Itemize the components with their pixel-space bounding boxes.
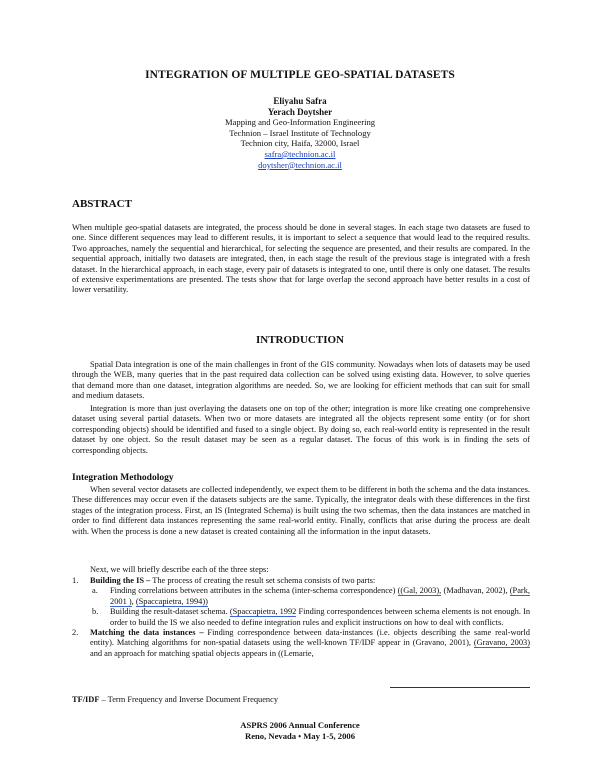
step-text: The process of creating the result set schema consists of two parts: [150, 576, 376, 585]
citation-link[interactable]: (Spaccapietra, 1994)) [135, 596, 208, 606]
substeps-list [90, 586, 530, 628]
conference-location [0, 731, 600, 743]
list-item [90, 607, 530, 628]
affiliation-address: Technion city, Haifa, 32000, Israel [240, 138, 360, 149]
footnote-rule [390, 687, 530, 688]
steps-list [72, 576, 530, 659]
conference-city: Reno, Nevada [245, 730, 299, 741]
introduction-heading: INTRODUCTION [255, 334, 344, 346]
conference-name: ASPRS 2006 Annual Conference [240, 720, 360, 730]
author-name-2: Yerach Doytsher [267, 106, 333, 117]
substep-letter: b. [92, 607, 99, 617]
steps-intro-text: Next, we will briefly describe each of the three steps: [90, 565, 269, 574]
conference-dates: May 1-5, 2006 [301, 730, 355, 741]
bullet-icon: • [298, 731, 302, 741]
methodology-paragraph: When several vector datasets are collected independently, we expect them to be different in both the schema and the data instances. These differences may occur even if the datasets subjects are the same. Typically, the integrator deals with these differences in the first stages of the integration process. First, an IS (Integrated Schema) is built using the two schemas, then the data instances are matched in order to find different data instances representing the same real-world entity. Finally, conflicts that arise during the process are dealt with. When the process is done a new dataset is created containing all the information in the input datasets. [72, 485, 530, 536]
footnote-term: TF/IDF [72, 695, 100, 704]
introduction-paragraph-1: Spatial Data integration is one of the main challenges in front of the GIS community. Nowadays when lots of datasets may be used through the WEB, many queries that in the past required data collection can be solved using existing data. However, to solve queries that demand more than one dataset, integration algorithms are needed. So, we are looking for efficient methods that can suit for small and medium datasets. [72, 360, 530, 401]
abstract-heading: ABSTRACT [72, 198, 132, 210]
step-number: 2. [72, 628, 79, 638]
methodology-heading: Integration Methodology [72, 473, 174, 483]
substep-text: Building the result-dataset schema. [110, 607, 230, 617]
step-text: Finding correspondence between data-instances (i.e. objects describing the same real-world entity). Matching algorithms for non-spatial datasets using the well-known TF/IDF appear in (Gravano, 2001), [90, 628, 530, 648]
author-name-1: Eliyahu Safra [273, 96, 327, 106]
substep-text: (Madhavan, 2002), [441, 586, 510, 596]
substep-text: Finding correspondences between schema elements is not enough. In order to build the IS we also needed to define integration rules and explicit instructions on how to deal with conflicts. [110, 607, 531, 627]
substep-letter: a. [92, 586, 98, 596]
step-title: Matching the data instances – [90, 628, 204, 638]
substep-text: Finding correlations between attributes in the schema (inter-schema correspondence) [110, 586, 398, 596]
step-text: and an approach for matching spatial objects appears in ((Lemarie, [90, 648, 314, 658]
citation-link[interactable]: ((Gal, 2003), [397, 586, 442, 596]
email-link-doytsher[interactable]: doytsher@technion.ac.il [258, 159, 342, 170]
step-title: Building the IS – [90, 576, 151, 585]
paper-title: INTEGRATION OF MULTIPLE GEO-SPATIAL DATASETS [145, 69, 455, 81]
affiliation-institute: Technion – Israel Institute of Technology [229, 127, 371, 138]
citation-link[interactable]: (Gravano, 2003) [473, 638, 530, 648]
citation-link[interactable]: (Park, 2001 ) [110, 586, 530, 606]
list-item [72, 576, 530, 628]
footnote [72, 695, 278, 705]
introduction-paragraph-2: Integration is more than just overlaying the datasets one on top of the other; integration is more like creating one comprehensive dataset using several partial datasets. When two or more datasets are integrated all the objects represent some entity (or for short corresponding objects) should be identified and fused to a single object. By doing so, each real-world entity is represented in the result dataset by one object. So the result dataset may be seen as a regular dataset. The focus of this work is in finding the sets of corresponding objects. [72, 404, 530, 455]
list-item [90, 586, 530, 607]
citation-link[interactable]: (Spaccapietra, 1992 [229, 607, 297, 617]
list-item [72, 628, 530, 659]
abstract-text: When multiple geo-spatial datasets are integrated, the process should be done in several stages. In each stage two datasets are fused to one. Since different sequences may lead to different results, it is important to select a sequence that would lead to the required results. Two approaches, namely the sequential and hierarchical, for selecting the sequence are presented, and their results are compared. In the sequential approach, initially two datasets are integrated, then, in each stage the result of the previous stage is integrated with a fresh dataset. In the hierarchical approach, in each stage, every pair of datasets is integrated to one, until there is only one dataset. The results of extensive experimentations are presented. The tests show that for large overlap the second approach have better results in a cost of lower versatility. [72, 223, 530, 295]
affiliation-dept: Mapping and Geo-Information Engineering [224, 117, 376, 128]
author-block [0, 96, 600, 170]
conference-footer [0, 720, 600, 742]
email-link-safra[interactable]: safra@technion.ac.il [264, 148, 336, 159]
footnote-text: – Term Frequency and Inverse Document Frequency [99, 695, 279, 704]
step-number: 1. [72, 576, 79, 585]
substep-text: , [131, 596, 136, 606]
